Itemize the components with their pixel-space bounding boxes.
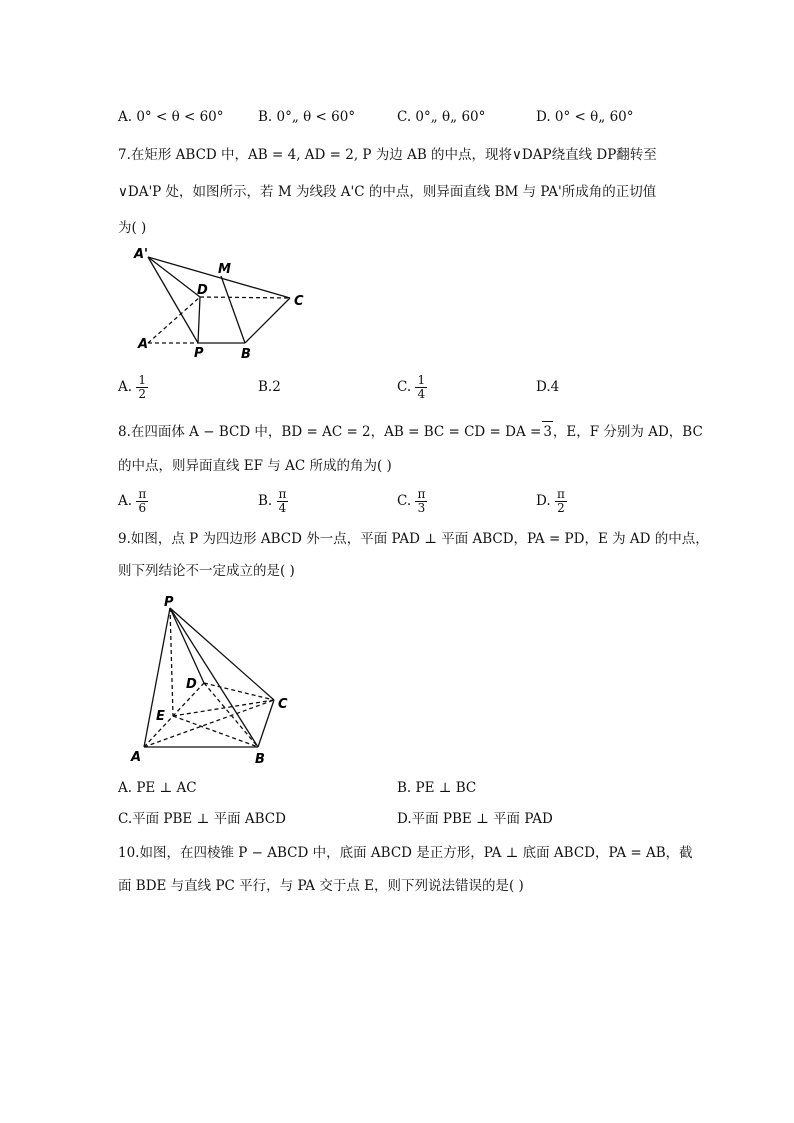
q7-label-c: C — [294, 294, 304, 309]
q6-option-b[interactable]: B. 0°„ θ < 60° — [258, 109, 356, 125]
q8-option-d[interactable] — [536, 488, 567, 515]
q8-sqrt-value: 3 — [542, 421, 553, 442]
q8-option-a-num: π — [138, 487, 147, 501]
q7-text-line-3: 为( ) — [118, 220, 147, 236]
q7-option-b[interactable]: B.2 — [258, 379, 281, 395]
q8-option-c-den: 3 — [417, 501, 426, 515]
q9-edge-p-e — [170, 608, 173, 716]
q8-text-part-a: 8.在四面体 A − BCD 中，BD = AC = 2，AB = BC = CD = DA = — [118, 424, 542, 440]
q7-option-a-prefix: A. — [118, 379, 133, 395]
q7-option-c-den: 4 — [417, 387, 426, 401]
q9-label-d: D — [186, 677, 197, 692]
q8-option-a-den: 6 — [138, 501, 147, 515]
q9-figure — [124, 590, 296, 770]
q9-label-p: P — [164, 595, 174, 610]
q8-option-d-num: π — [556, 487, 565, 501]
q9-edge-p-b — [170, 608, 258, 747]
q7-option-d[interactable]: D.4 — [536, 379, 560, 395]
q9-edge-p-a — [144, 608, 170, 747]
q9-label-c: C — [278, 697, 288, 712]
q8-option-d-fraction — [555, 488, 567, 515]
q7-edge-b-c — [245, 298, 290, 343]
q9-edge-e-c — [173, 700, 274, 716]
q7-option-c-fraction — [415, 374, 427, 401]
q8-option-d-prefix: D. — [536, 493, 551, 509]
q8-option-a[interactable] — [118, 488, 148, 515]
q8-option-c-fraction — [415, 488, 427, 515]
q9-option-d[interactable]: D.平面 PBE ⊥ 平面 PAD — [397, 811, 553, 827]
q7-option-c-prefix: C. — [397, 379, 412, 395]
q9-edge-b-c — [258, 700, 274, 747]
q8-option-d-den: 2 — [557, 501, 565, 515]
q7-text-line-1: 7.在矩形 ABCD 中，AB = 4, AD = 2, P 为边 AB 的中点，现将∨DAP绕直线 DP翻转至 — [118, 147, 657, 163]
q7-figure — [128, 242, 318, 364]
q10-text-line-1: 10.如图，在四棱锥 P − ABCD 中，底面 ABCD 是正方形，PA ⊥ 底面 ABCD，PA = AB，截 — [118, 845, 693, 861]
q8-option-a-fraction — [136, 488, 148, 515]
q8-option-b[interactable] — [258, 488, 288, 515]
q9-edge-p-d — [170, 608, 204, 683]
q9-text-line-2: 则下列结论不一定成立的是( ) — [118, 563, 295, 579]
q7-option-c-num: 1 — [417, 373, 426, 387]
q8-option-c-prefix: C. — [397, 493, 412, 509]
q7-label-m: M — [218, 262, 231, 277]
q8-option-a-prefix: A. — [118, 493, 133, 509]
q7-edge-a-d — [148, 297, 200, 343]
q8-option-b-den: 4 — [278, 501, 287, 515]
q7-edge-a1-d — [148, 257, 200, 297]
q7-edge-d-p — [198, 297, 200, 343]
q8-option-b-fraction — [277, 488, 289, 515]
q9-edge-a-d — [144, 683, 204, 747]
q6-option-c[interactable]: C. 0°„ θ„ 60° — [397, 109, 486, 125]
q8-text-part-b: ，E，F 分别为 AD，BC — [552, 424, 703, 440]
q8-text-line-2: 的中点，则异面直线 EF 与 AC 所成的角为( ) — [118, 458, 392, 474]
q9-label-a: A — [131, 750, 142, 765]
q8-option-b-prefix: B. — [258, 493, 273, 509]
q6-option-a[interactable]: A. 0° < θ < 60° — [118, 109, 224, 125]
q9-text-line-1: 9.如图，点 P 为四边形 ABCD 外一点，平面 PAD ⊥ 平面 ABCD，PA = PD，E 为 AD 的中点， — [118, 531, 709, 547]
q9-label-b: B — [255, 752, 265, 767]
q7-label-b: B — [241, 347, 251, 362]
q7-option-a[interactable] — [118, 374, 148, 401]
q8-option-c[interactable] — [397, 488, 427, 515]
q9-label-e: E — [156, 709, 165, 724]
q7-edge-b-m — [221, 276, 245, 343]
q7-option-a-den: 2 — [138, 387, 146, 401]
q8-text-line-1 — [118, 421, 703, 442]
q7-label-a: A — [138, 337, 149, 352]
q9-option-a[interactable]: A. PE ⊥ AC — [118, 780, 197, 796]
q7-label-p: P — [194, 346, 204, 361]
q10-text-line-2: 面 BDE 与直线 PC 平行，与 PA 交于点 E，则下列说法错误的是( ) — [118, 878, 524, 894]
q9-option-b[interactable]: B. PE ⊥ BC — [397, 780, 477, 796]
q7-label-d: D — [197, 283, 208, 298]
q8-option-b-num: π — [278, 487, 287, 501]
q7-option-c[interactable] — [397, 374, 427, 401]
q8-option-c-num: π — [417, 487, 426, 501]
q9-option-c[interactable]: C.平面 PBE ⊥ 平面 ABCD — [118, 811, 286, 827]
q6-option-d[interactable]: D. 0° < θ„ 60° — [536, 109, 634, 125]
q7-edge-d-c — [200, 297, 290, 298]
q7-option-a-fraction — [136, 374, 148, 401]
q7-text-line-2: ∨DA'P 处，如图所示，若 M 为线段 A'C 的中点，则异面直线 BM 与 PA'所成角的正切值 — [118, 184, 657, 200]
q7-label-a-prime: A' — [134, 247, 149, 262]
q7-option-a-num: 1 — [138, 373, 146, 387]
